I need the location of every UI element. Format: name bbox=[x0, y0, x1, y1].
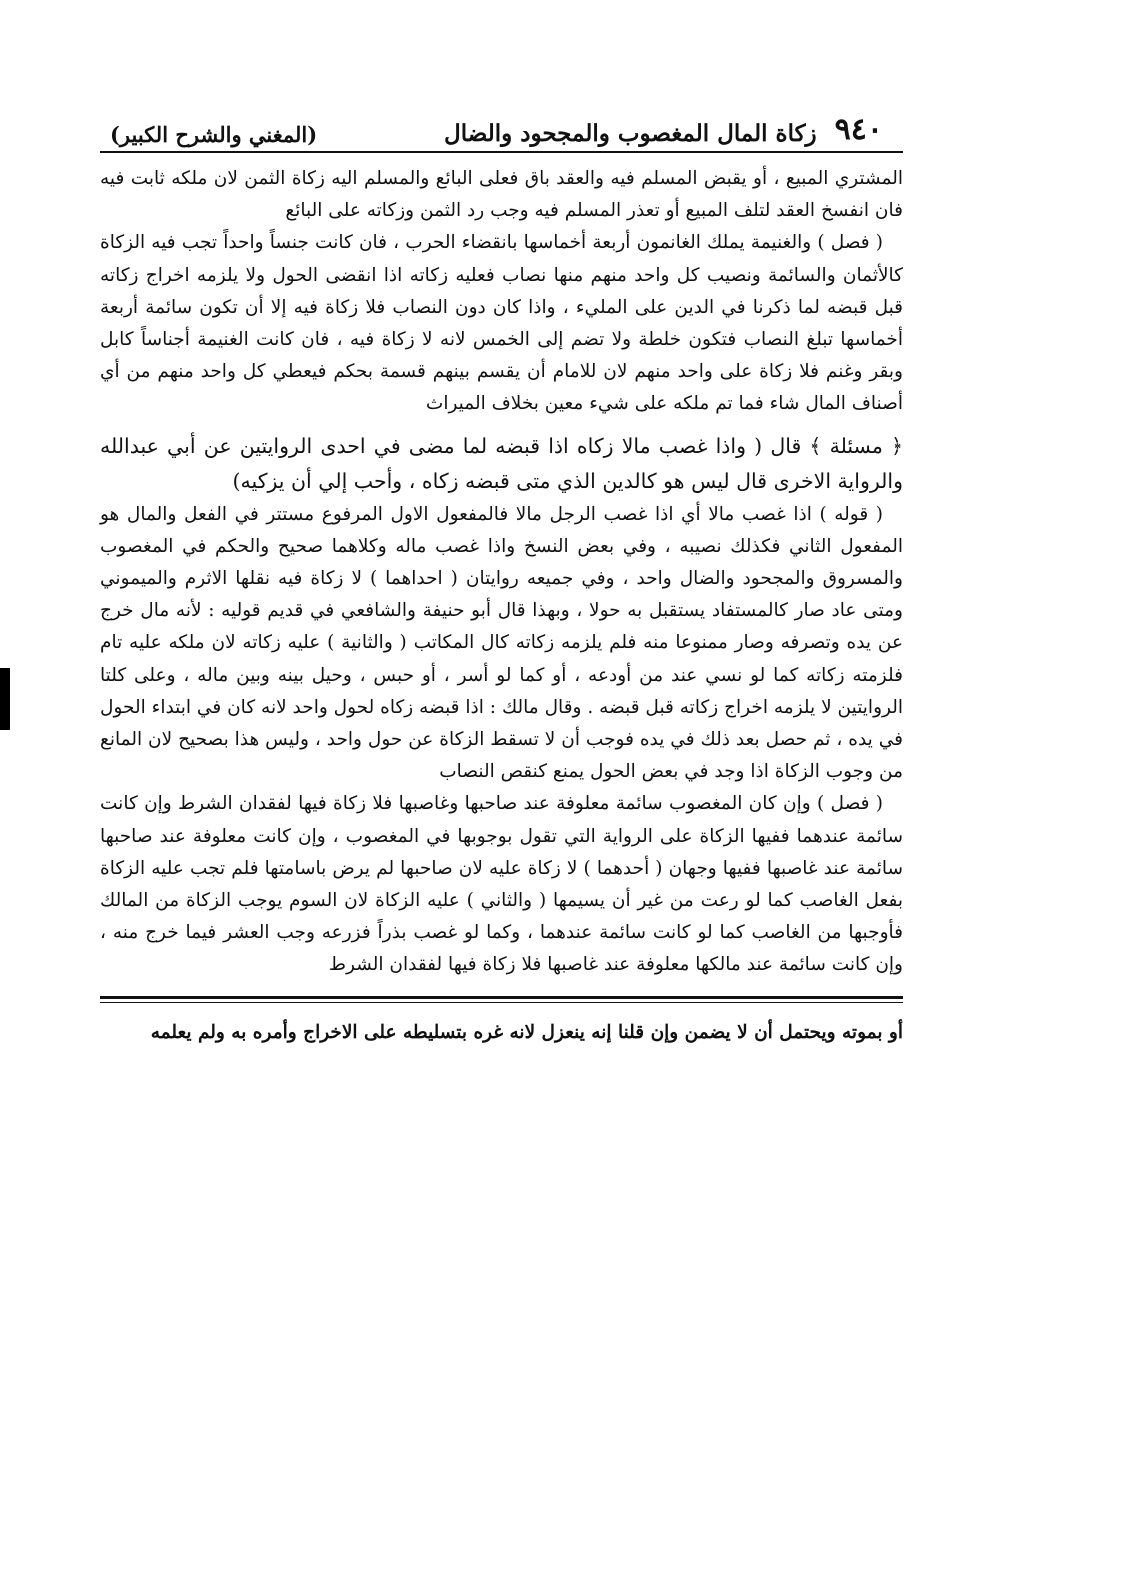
book-title: (المغني والشرح الكبير) bbox=[110, 122, 318, 147]
paragraph-fasl-maghsub: ( فصل ) وإن كان المغصوب سائمة معلوفة عند صاحبها وغاصبها فلا زكاة فيها لفقدان الشرط وإن كانت سائمة عندهما ففيها الزكاة على الرواية التي تقول بوجوبها في المغصوب ، وإن كانت معلوفة عند صاحبها سائمة عند غاصبها ففيها وجهان ( أحدهما ) لا زكاة عليه لان صاحبها لم يرض باسامتها فلم تجب عليه الزكاة بفعل الغاصب كما لو رعت من غير أن يسيمها ( والثاني ) عليه الزكاة لان السوم يوجب الزكاة من المالك فأوجبها من الغاصب كما لو كانت سائمة عندهما ، وكما لو غصب بذراً فزرعه وجب العشر فيما خرج منه ، وإن كانت سائمة عند مالكها معلوفة عند غاصبها فلا زكاة فيها لفقدان الشرط bbox=[100, 793, 903, 976]
paragraph-masala: ﴿ مسئلة ﴾ قال ( واذا غصب مالا زكاه اذا قبضه لما مضى في احدى الروايتين عن أبي عبدالله والرواية الاخرى قال ليس هو كالدين الذي متى قبضه زكاه ، وأحب إلي أن يزكيه) bbox=[100, 433, 903, 493]
page-number: ٩٤٠ bbox=[834, 112, 883, 147]
paragraph-continued: المشتري المبيع ، أو يقبض المسلم فيه والعقد باق فعلى البائع والمسلم اليه زكاة الثمن لان ملكه ثابت فيه فان انفسخ العقد لتلف المبيع أو تعذر المسلم فيه وجب رد الثمن وزكاته على البائع bbox=[100, 168, 903, 222]
paragraph-qawluh: ( قوله ) اذا غصب مالا أي اذا غصب الرجل مالا فالمفعول الاول المرفوع مستتر في الفعل والمال هو المفعول الثاني فكذلك نصيبه ، وفي بعض النسخ واذا غصب ماله وكلاهما صحيح والحكم في المغصوب والمسروق والمجحود والضال واحد ، وفي جميعه روايتان ( احداهما ) لا زكاة فيه نقلها الاثرم والميموني ومتى عاد صار كالمستفاد يستقبل به حولا ، وبهذا قال أبو حنيفة والشافعي في قديم قوليه : لأنه مال خرج عن يده وتصرفه وصار ممنوعا منه فلم يلزمه زكاته كال المكاتب ( والثانية ) عليه زكاته لان ملكه عليه تام فلزمته زكاته كما لو نسي عند من أودعه ، أو كما لو أسر ، أو حبس ، وحيل بينه وبين ماله ، وعلى كلتا الروايتين لا يلزمه اخراج زكاته قبل قبضه . وقال مالك : اذا قبضه زكاه لحول واحد لانه كان في ابتداء الحول في يده ، ثم حصل بعد ذلك في يده فوجب أن لا تسقط الزكاة عن حول واحد ، وليس هذا بصحيح لان المانع من وجوب الزكاة اذا وجد في بعض الحول يمنع كنقص النصاب bbox=[100, 503, 903, 783]
running-title: زكاة المال المغصوب والمجحود والضال bbox=[444, 120, 817, 147]
footnote-text: أو بموته ويحتمل أن لا يضمن وإن قلنا إنه ينعزل لانه غره بتسليطه على الاخراج وأمره به ولم يعلمه bbox=[150, 1021, 903, 1043]
footnote-separator bbox=[100, 996, 903, 1003]
document-page bbox=[100, 95, 903, 1067]
paragraph-fasl-ghanima: ( فصل ) والغنيمة يملك الغانمون أربعة أخماسها بانقضاء الحرب ، فان كانت جنساً واحداً تجب فيه الزكاة كالأثمان والسائمة ونصيب كل واحد منهم منها نصاب فعليه زكاته اذا انقضى الحول ولا يلزمه اخراج زكاته قبل قبضه لما ذكرنا في الدين على المليء ، واذا كان دون النصاب فلا زكاة فيه إلا أن تكون سائمة أربعة أخماسها تبلغ النصاب فتكون خلطة ولا تضم إلى الخمس لانه لا زكاة فيه ، فان كانت الغنيمة أجناساً كابل وبقر وغنم فلا زكاة على واحد منهم لان للامام أن يقسم بينهم قسمة بحكم فيعطي كل واحد منهم من أي أصناف المال شاء فما تم ملكه على شيء معين بخلاف الميراث bbox=[100, 232, 904, 415]
main-text bbox=[100, 163, 903, 982]
scan-edge-mark bbox=[0, 668, 10, 730]
page-header bbox=[100, 95, 903, 153]
